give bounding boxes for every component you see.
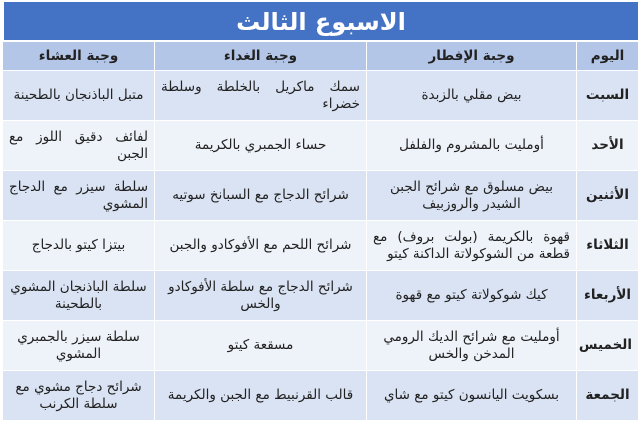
table-row-saturday [3,71,639,121]
day-cell: الخميس [577,321,639,371]
table-row-wednesday [3,271,639,321]
dinner-cell: سلطة الباذنجان المشوي بالطحينة [3,271,155,321]
lunch-cell: شرائح اللحم مع الأفوكادو والجبن [155,221,367,271]
header-dinner: وجبة العشاء [3,42,155,71]
dinner-cell: سلطة سيزر بالجمبري المشوي [3,321,155,371]
breakfast-cell: بيض مسلوق مع شرائح الجبن الشيدر والروزبيف [367,171,577,221]
day-cell: الجمعة [577,371,639,421]
header-lunch: وجبة الغداء [155,42,367,71]
breakfast-cell: كيك شوكولاتة كيتو مع قهوة [367,271,577,321]
day-cell: الثلاثاء [577,221,639,271]
breakfast-cell: بسكويت اليانسون كيتو مع شاي [367,371,577,421]
breakfast-cell: أومليت مع شرائح الديك الرومي المدخن والخس [367,321,577,371]
day-cell: الأثنين [577,171,639,221]
dinner-cell: لفائف دقيق اللوز مع الجبن [3,121,155,171]
dinner-cell: متبل الباذنجان بالطحينة [3,71,155,121]
day-cell: السبت [577,71,639,121]
table-row-tuesday [3,221,639,271]
breakfast-cell: أومليت بالمشروم والفلفل [367,121,577,171]
table-row-monday [3,171,639,221]
day-cell: الأربعاء [577,271,639,321]
lunch-cell: شرائح الدجاج مع السبانخ سوتيه [155,171,367,221]
breakfast-cell: بيض مقلي بالزبدة [367,71,577,121]
page-title: الاسبوع الثالث [3,1,639,41]
table-row-friday [3,371,639,421]
dinner-cell: شرائح دجاج مشوي مع سلطة الكرنب [3,371,155,421]
meal-table [2,41,639,421]
breakfast-cell: قهوة بالكريمة (بولت بروف) مع قطعة من الشوكولاتة الداكنة كيتو [367,221,577,271]
table-row-sunday [3,121,639,171]
day-cell: الأحد [577,121,639,171]
dinner-cell: بيتزا كيتو بالدجاج [3,221,155,271]
header-breakfast: وجبة الإفطار [367,42,577,71]
lunch-cell: حساء الجمبري بالكريمة [155,121,367,171]
header-day: اليوم [577,42,639,71]
meal-plan [3,1,639,429]
lunch-cell: مسقعة كيتو [155,321,367,371]
lunch-cell: شرائح الدجاج مع سلطة الأفوكادو والخس [155,271,367,321]
table-header-row [3,42,639,71]
table-row-thursday [3,321,639,371]
lunch-cell: سمك ماكريل بالخلطة وسلطة خضراء [155,71,367,121]
lunch-cell: قالب القرنبيط مع الجبن والكريمة [155,371,367,421]
dinner-cell: سلطة سيزر مع الدجاج المشوي [3,171,155,221]
